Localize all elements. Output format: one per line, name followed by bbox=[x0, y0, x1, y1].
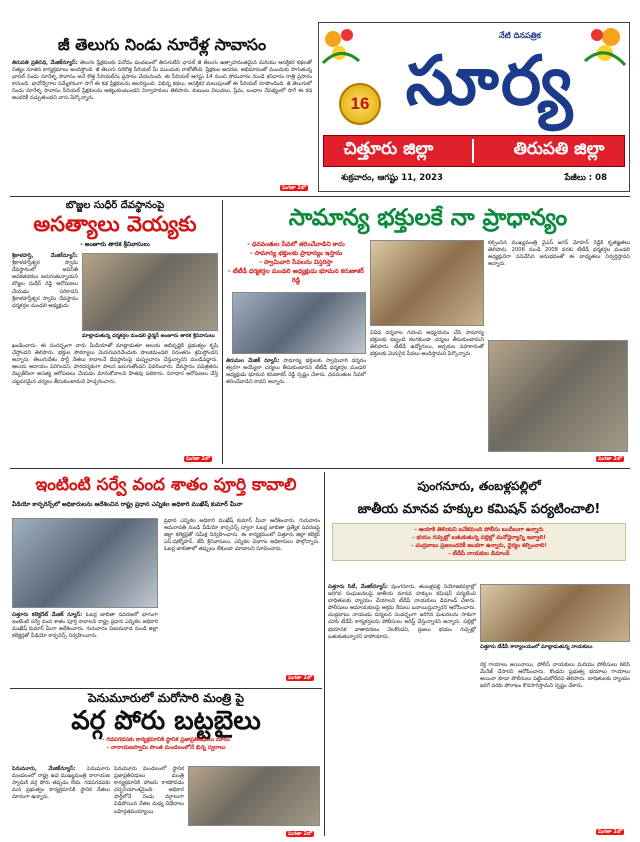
story-body-1: పుంగనూరు, తంబళ్లపల్లి నియోజకవర్గాల్లో జరిగిన సంఘటనలపై జాతీయ మానవ హక్కుల కమిషన్ పర్యటించి బాధితులకు న్యాయం చేయాలని టీడీపీ నాయకులు డిమాండ్ చేశారు. పోలీసులు అమాయకులపై అక్రమ కేసులు బనాయిస్తున్నారని ఆరోపించారు. bbox=[328, 584, 477, 612]
continued-badge[interactable]: మిగతా 2లో bbox=[287, 675, 312, 681]
district-chittoor: చిత్తూరు జిల్లా bbox=[343, 139, 434, 159]
story-byline: - అంజూరు తారక శ్రీనివాసులు bbox=[80, 241, 150, 249]
story-dateline: చిత్తూరు సిటీ, మేజిక్‌న్యూస్‌: bbox=[328, 584, 388, 590]
flower-decoration-left-icon bbox=[321, 25, 361, 65]
story-bullet: - భయం గుప్పెట్లో బతుకుతున్న పల్లెల్లో మనోధైర్యాన్ని ఇవ్వాలి! bbox=[412, 535, 546, 542]
masthead-tagline: నేటి దినపత్రిక bbox=[499, 31, 541, 40]
divider-vertical-1 bbox=[222, 200, 223, 464]
photo-caption: మాట్లాడుతున్న ధర్మకర్తల మండలి ఛైర్మన్ అంజూరు తారక శ్రీనివాసులు bbox=[82, 333, 215, 340]
story-kicker: బొజ్జల సుధీర్ దేవస్థానంపై bbox=[65, 200, 165, 211]
masthead-brand: సూర్య bbox=[405, 42, 575, 121]
story-bullet: - ధనవంతుల సేవలో తరించేవాడిని కాదు bbox=[247, 241, 345, 248]
story-body-2: కల్పించిన ముఖ్యమంత్రి వైఎస్ జగన్ మోహన్ రెడ్డికి కృతజ్ఞతలు తెలిపారు. 2006 నుండి 2008 వరకు టీటీడీ ధర్మకర్తల మండలి అధ్యక్షునిగా పనిచేసిన అనుభవంతో ఈ బాధ్యతలు నిర్వర్తిస్తానని అన్నారు. bbox=[488, 240, 630, 268]
story-dateline: పెనుమూరు, మేజిక్‌న్యూస్‌: bbox=[12, 766, 76, 772]
story-body-2: ఖండించారు. ఈ సందర్భంగా వారు మీడియాతో మాట్లాడుతూ ఆలయ అభివృద్ధికి ప్రభుత్వం కృషి చేస్తోందని తెలిపారు. భక్తుల సౌకర్యాలు మెరుగుపరిచేందుకు పాలకమండలి నిరంతరం శ్రమిస్తోందని అన్నారు. తెలుగుదేశం పార్టీ నేతలు కావాలనే దేవస్థానంపై దుష్ప్రచారం చేస్తున్నారని మండిపడ్డారు. ఆలయ ఆదాయం పెరిగిందని, పారదర్శకంగా పాలన జరుగుతోందని వివరించారు. దేవస్థానం పవిత్రతను దెబ్బతీసేలా అసత్య ఆరోపణలు చేయడం మానుకోవాలని హితవు పలికారు. నిరాధార ఆరోపణలు చేస్తే చట్టపరమైన చర్యలు తీసుకుంటామని హెచ్చరించారు. bbox=[12, 343, 218, 385]
story-bullet: - నారాయణస్వామి సొంత మండలంలోనే భిన్న స్వరాలు bbox=[106, 744, 226, 751]
story-body-1: పెనుమూరు మండలంలో రాష్ట్ర ఉప ముఖ్యమంత్రి నారాయణ స్వామికి వర్గ పోరు తప్పడం లేదు. గడపగడపకు మన ప్రభుత్వం కార్యక్రమానికి స్థానిక నేతలు దూరంగా ఉన్నారు. bbox=[12, 766, 110, 801]
story-bullet: - స్వామివారి సేవలను విస్తరిస్తా bbox=[259, 259, 333, 266]
story-headline: సామాన్య భక్తులకే నా ప్రాధాన్యం bbox=[288, 205, 568, 231]
video-conference-photo bbox=[12, 518, 158, 608]
story-body-2: చంద్రబాబు నాయుడు పర్యటన సందర్భంగా జరిగిన ఘటనలను సాకుగా చూపి టీడీపీ కార్యకర్తలను పోలీసులు అరెస్ట్ చేస్తున్నారని అన్నారు. పల్లెల్లో భయానక వాతావరణం నెలకొందని, ప్రజలు భయం గుప్పెట్లో బతుకుతున్నారని వాపోయారు. bbox=[328, 612, 476, 640]
story-headline: అసత్యాలు వెయ్యకు bbox=[33, 212, 197, 236]
continued-badge[interactable]: మిగతా 2లో bbox=[281, 185, 306, 191]
story-voter-survey bbox=[12, 472, 320, 684]
edition-date: శుక్రవారం, ఆగష్టు 11, 2023 bbox=[341, 173, 443, 183]
story-bullet: - టీటీడీ ధర్మకర్తల మండలి అధ్యక్షుడు భూమన కరుణాకర్ రెడ్డి bbox=[228, 268, 364, 284]
chairman-photo bbox=[488, 340, 628, 452]
continued-badge[interactable]: మిగతా 2లో bbox=[597, 829, 622, 835]
devotees-photo bbox=[232, 292, 366, 354]
story-kicker: పెనుమూరులో మరోసారి మంత్రి పై bbox=[87, 691, 245, 705]
anniversary-number: 16 bbox=[350, 94, 370, 113]
continued-badge[interactable]: మిగతా 2లో bbox=[185, 456, 210, 462]
story-body-3: వివిధ దర్శనాల గురించి అధ్యయనం చేసి సామాన్య భక్తులకు ఇబ్బంది కలగకుండా చర్యలు తీసుకుంటామని తెలిపారు. టీటీడీ ఉద్యోగులు, అర్చకుల సహకారంతో భక్తులకు మెరుగైన సేవలు అందిస్తామని పేర్కొన్నారు. bbox=[370, 330, 484, 358]
story-bullet: - చంద్రబాబు ప్రజలందరికీ అండగా ఉన్నారు, ధైర్యం కల్పించాలి! bbox=[411, 543, 547, 550]
story-body-3: రక్త గాయాలు అయినాయి. పోలీస్ నాయకులు మరియు పోలీసులు కలిసి మేనేజ్ చేసారని ఆరోపించారు. కొండరు ప్రభుత్వ భయాలు గాయాలు అయినా కూడా పోలీసులు పట్టించుకోలేదని తెలిపారు. బాధితులకు న్యాయం జరిగే వరకు పోరాటం కొనసాగిస్తామని స్పష్టం చేశారు. bbox=[480, 662, 630, 690]
story-body-1: ఓటర్ల జాబితా సవరణలో భాగంగా ఇంటింటి సర్వే వంద శాతం పూర్తి కావాలని రాష్ట్ర ప్రధాన ఎన్నికల అధికారి ముఖేష్ కుమార్ మీనా ఆదేశించారు. గురువారం విజయవాడ నుండి జిల్లా కలెక్టర్లతో వీడియో కాన్ఫరెన్స్ నిర్వహించారు. bbox=[12, 612, 158, 640]
story-photo bbox=[82, 253, 218, 331]
continued-badge[interactable]: మిగతా 2లో bbox=[287, 831, 312, 837]
bullets-box bbox=[332, 523, 626, 561]
story-tirumala bbox=[226, 200, 630, 465]
story-dateline: తిరుపతి ప్రతినిధి, మేజిక్‌న్యూస్‌: bbox=[12, 59, 78, 66]
story-penumuru bbox=[12, 690, 320, 838]
story-headline: జాతీయ మానవ హక్కుల కమిషన్ పర్యటించాలి! bbox=[357, 502, 601, 518]
press-meet-photo bbox=[480, 584, 630, 642]
story-body-1: శ్రీకాళహస్తీశ్వర స్వామి దేవస్థానంలో అవినీతి అవకతవకలు జరుగుతున్నాయని బొజ్జల సుధీర్ రెడ్డి ఆరోపణలు చేయడం సరికాదని శ్రీకాళహస్తీశ్వర స్వామి దేవస్థానం ధర్మకర్తల మండలి అధ్యక్షుడు bbox=[12, 260, 78, 309]
story-headline: ఇంటింటి సర్వే వంద శాతం పూర్తి కావాలి bbox=[35, 475, 297, 495]
story-headline: జీ తెలుగు నిండు నూరేళ్ల సావాసం bbox=[57, 35, 267, 54]
story-kicker: పుంగనూరు, తంబళ్లపల్లిలో bbox=[417, 479, 541, 493]
divider-horizontal-1 bbox=[10, 196, 630, 197]
story-body-2: ప్రధాన ఎన్నికల అధికారి ముఖేష్ కుమార్ మీనా ఆదేశించారు. గురువారం అమరావతి నుండి వీడియో కాన్ఫరెన్స్ ద్వారా ఓటర్ల జాబితా ప్రత్యేక సవరణపై జిల్లా కలెక్టర్లతో సమీక్ష నిర్వహించారు. ఈ కార్యక్రమంలో చిత్తూరు జిల్లా కలెక్టర్ ఎస్.షణ్మోహన్, జేసీ శ్రీనివాసులు, ఎన్నికల విభాగం అధికారులు పాల్గొన్నారు. ఓటర్ల జాబితాలో తప్పులు లేకుండా చూడాలని సూచించారు. bbox=[164, 518, 320, 553]
masthead bbox=[318, 22, 630, 192]
temple-photo bbox=[370, 240, 484, 326]
story-zee-telugu bbox=[12, 22, 312, 194]
divider-vertical-2 bbox=[324, 472, 325, 836]
photo-caption: చిత్తూరు టీడీపీ కార్యాలయంలో మాట్లాడుతున్న నాయకులు bbox=[480, 644, 593, 650]
page-count: పేజీలు : 08 bbox=[564, 173, 607, 183]
district-bar bbox=[323, 135, 625, 167]
divider-horizontal-3 bbox=[10, 688, 322, 689]
story-body-2: పెనుమూరు మండలంలో స్థానిక ప్రజాప్రతినిధులు మంత్రి కార్యక్రమానికి హాజరు కాకపోవడం చర్చనీయాంశమైంది. అధికార పార్టీలోనే రెండు వర్గాలుగా విడిపోయిన నేతల మధ్య విభేదాలు బహిర్గతమయ్యాయి. bbox=[114, 766, 184, 815]
story-subhead: వీడియో కాన్ఫరెన్స్‌లో అధికారులను ఆదేశించిన రాష్ట్ర ప్రధాన ఎన్నికల అధికారి ముఖేష్ కుమార్ మీనా bbox=[12, 500, 243, 508]
story-human-rights bbox=[328, 472, 630, 838]
story-bullet: - గడపగడపకు కార్యక్రమానికి స్థానిక ప్రజాప్రతినిధులు దూరం bbox=[102, 736, 230, 743]
story-bullet: - ఆయాకి తెలియని బనేకమంది పోలీసు బందీలుగా ఉన్నారు bbox=[414, 527, 544, 534]
story-bullet: - టీడీపీ నాయకుల డిమాండ్ bbox=[448, 551, 510, 558]
story-dateline: చిత్తూరు కలెక్టరేట్ మేజిక్ న్యూస్‌: bbox=[12, 612, 83, 618]
story-dateline: తిరుమల మేజిక్ న్యూస్‌: bbox=[226, 358, 280, 364]
story-headline: వర్గ పోరు బట్టబైలు bbox=[71, 706, 261, 737]
story-body-1: సామాన్య భక్తులకు స్వామివారి దర్శనం త్వరగా అయ్యేలా చర్యలు తీసుకుంటానని టీటీడీ ధర్మకర్తల మండలి అధ్యక్షుడు భూమన కరుణాకర్ రెడ్డి స్పష్టం చేశారు. ధనవంతుల సేవలో తరించేవాడిని కాదని అన్నారు. bbox=[226, 358, 366, 386]
district-divider bbox=[472, 139, 474, 163]
story-bojjala bbox=[12, 200, 218, 465]
district-tirupati: తిరుపతి జిల్లా bbox=[513, 139, 605, 159]
story-dateline: శ్రీకాళహస్తి, మేజిక్‌న్యూస్‌: bbox=[12, 253, 78, 260]
story-body: తెలుగు ప్రేక్షకులకు వినోదం పంచటంలో తిరుగులేని ఛానల్‌ జీ తెలుగు ఉత్సాహవంతమైన మరియు ఆసక్తికర కథలతో నిత్యం నూతన కార్యక్రమాలు అందిస్తోంది. జీ తెలుగు సరికొత్త సీరియల్‌ మీ ముందుకు రాబోతోంది. ప్రేక్షకుల ఆదరణ, అభిమానంతో ముందుకు సాగుతున్న ఛానల్‌ నిండు నూరేళ్ళ సావాసం అనే కొత్త సీరియల్‌ను ప్రసారం చేయనుంది. ఈ సీరియల్‌ ఆగస్టు 14 నుంచి సోమవారం నుండి శనివారం రాత్రి ప్రసారం కానుంది. భావోద్వేగాల సమ్మేళనంగా సాగే ఈ కథ ప్రేక్షకులను అలరిస్తుంది. విభిన్న కథలు, ఆసక్తికర మలుపులతో ఈ సీరియల్‌ రూపొందింది. జీ తెలుగులో నిండు నూరేళ్ళ సావాసం సీరియల్‌ ప్రేక్షకులను ఆకట్టుకుంటుందని నిర్వాహకులు తెలిపారు. కుటుంబ విలువలు, ప్రేమ, బంధాల నేపథ్యంలో సాగే ఈ కథ అందరికీ నచ్చుతుందని వారు పేర్కొన్నారు. bbox=[12, 59, 312, 102]
anniversary-badge bbox=[339, 83, 381, 125]
continued-badge[interactable]: మిగతా 2లో bbox=[597, 456, 622, 462]
story-bullet: - సామాన్య భక్తులకు ప్రాధాన్యం ఇస్తాను bbox=[249, 250, 343, 257]
divider-horizontal-2 bbox=[10, 468, 630, 469]
minister-photo bbox=[188, 766, 320, 826]
